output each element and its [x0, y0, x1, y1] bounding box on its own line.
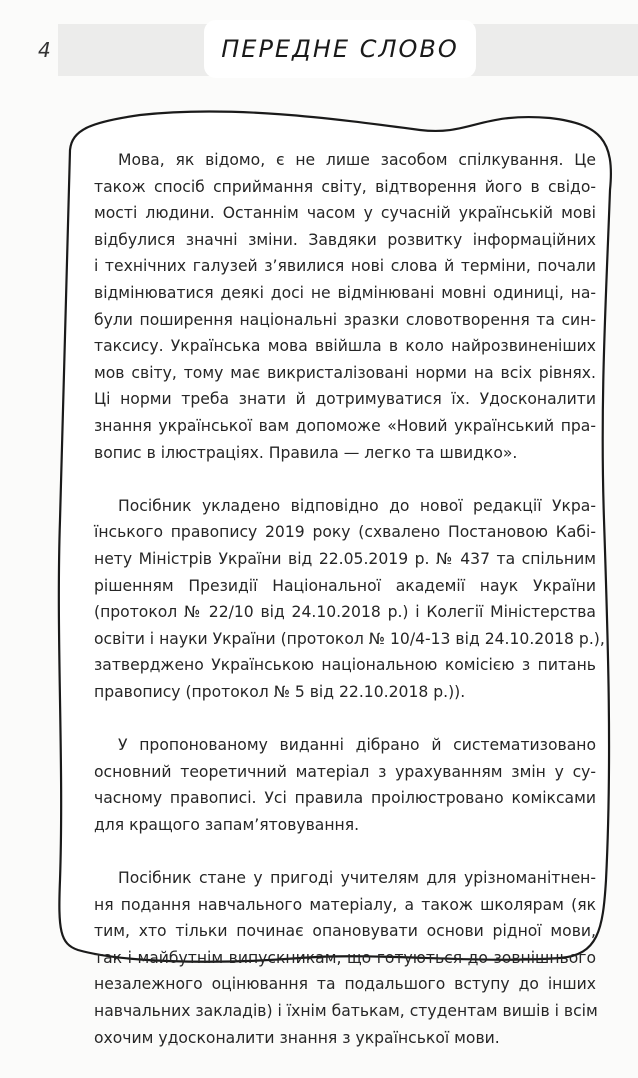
- paragraph: [94, 865, 596, 1051]
- text-line: відмінюватися деякі досі не відмінювані мовні одиниці, на-: [94, 283, 596, 302]
- text-line: охочим удосконалити знання з української мови.: [94, 1028, 500, 1047]
- text-line: (протокол № 22/10 від 24.10.2018 р.) і Колегії Міністерства: [94, 603, 596, 622]
- text-line: і технічних галузей з’явилися нові слова й терміни, почали: [94, 257, 596, 276]
- foreword-text: [94, 147, 605, 1078]
- text-line: мов світу, тому має викристалізовані норми на всіх рівнях.: [94, 363, 596, 382]
- text-line: Посібник укладено відповідно до нової редакції Укра-: [118, 496, 596, 515]
- text-line: тим, хто тільки починає опановувати основи рідної мови,: [94, 922, 596, 941]
- text-line: часному правописі. Усі правила проілюстровано коміксами: [94, 789, 596, 808]
- text-line: Ці норми треба знати й дотримуватися їх. Удосконалити: [94, 390, 596, 409]
- text-line: таксису. Українська мова ввійшла в коло найрозвиненіших: [94, 337, 596, 356]
- text-line: були поширення національні зразки словотворення та син-: [94, 310, 596, 329]
- text-line: рішенням Президії Національної академії наук України: [94, 576, 596, 595]
- text-line: для кращого запам’ятовування.: [94, 815, 360, 834]
- text-line: так і майбутнім випускникам, що готуються до зовнішнього: [94, 948, 596, 967]
- text-line: вопис в ілюстраціях. Правила — легко та швидко».: [94, 443, 518, 462]
- text-line: незалежного оцінювання та подальшого вступу до інших: [94, 975, 596, 994]
- text-line: мості людини. Останнім часом у сучасній українській мові: [94, 204, 596, 223]
- text-line: основний теоретичний матеріал з урахуванням змін у су-: [94, 762, 596, 781]
- text-line: У пропонованому виданні дібрано й систематизовано: [118, 736, 596, 755]
- paragraph: [94, 493, 605, 706]
- paragraph: [94, 147, 596, 466]
- text-line: Посібник стане у пригоді учителям для урізноманітнен-: [118, 869, 596, 888]
- text-line: навчальних закладів) і їхнім батькам, студентам вишів і всім: [94, 1002, 598, 1020]
- text-line: затверджено Українською національною комісією з питань: [94, 656, 596, 675]
- paragraph: [94, 732, 596, 838]
- page-title: ПЕРЕДНЕ СЛОВО: [221, 35, 459, 63]
- text-line: нету Міністрів України від 22.05.2019 р. № 437 та спільним: [94, 549, 596, 568]
- text-line: їнського правопису 2019 року (схвалено Постановою Кабі-: [94, 523, 596, 542]
- page-number: 4: [38, 38, 51, 62]
- text-line: правопису (протокол № 5 від 22.10.2018 р.)).: [94, 682, 466, 701]
- text-line: освіти і науки України (протокол № 10/4-13 від 24.10.2018 р.),: [94, 629, 605, 648]
- text-line: відбулися значні зміни. Завдяки розвитку інформаційних: [94, 230, 596, 249]
- text-line: Мова, як відомо, є не лише засобом спілкування. Це: [118, 151, 596, 169]
- text-line: ня подання навчального матеріалу, а також школярам (як: [94, 895, 596, 914]
- text-line: знання української вам допоможе «Новий український пра-: [94, 416, 596, 435]
- text-line: також спосіб сприймання світу, відтворення його в свідо-: [94, 177, 596, 196]
